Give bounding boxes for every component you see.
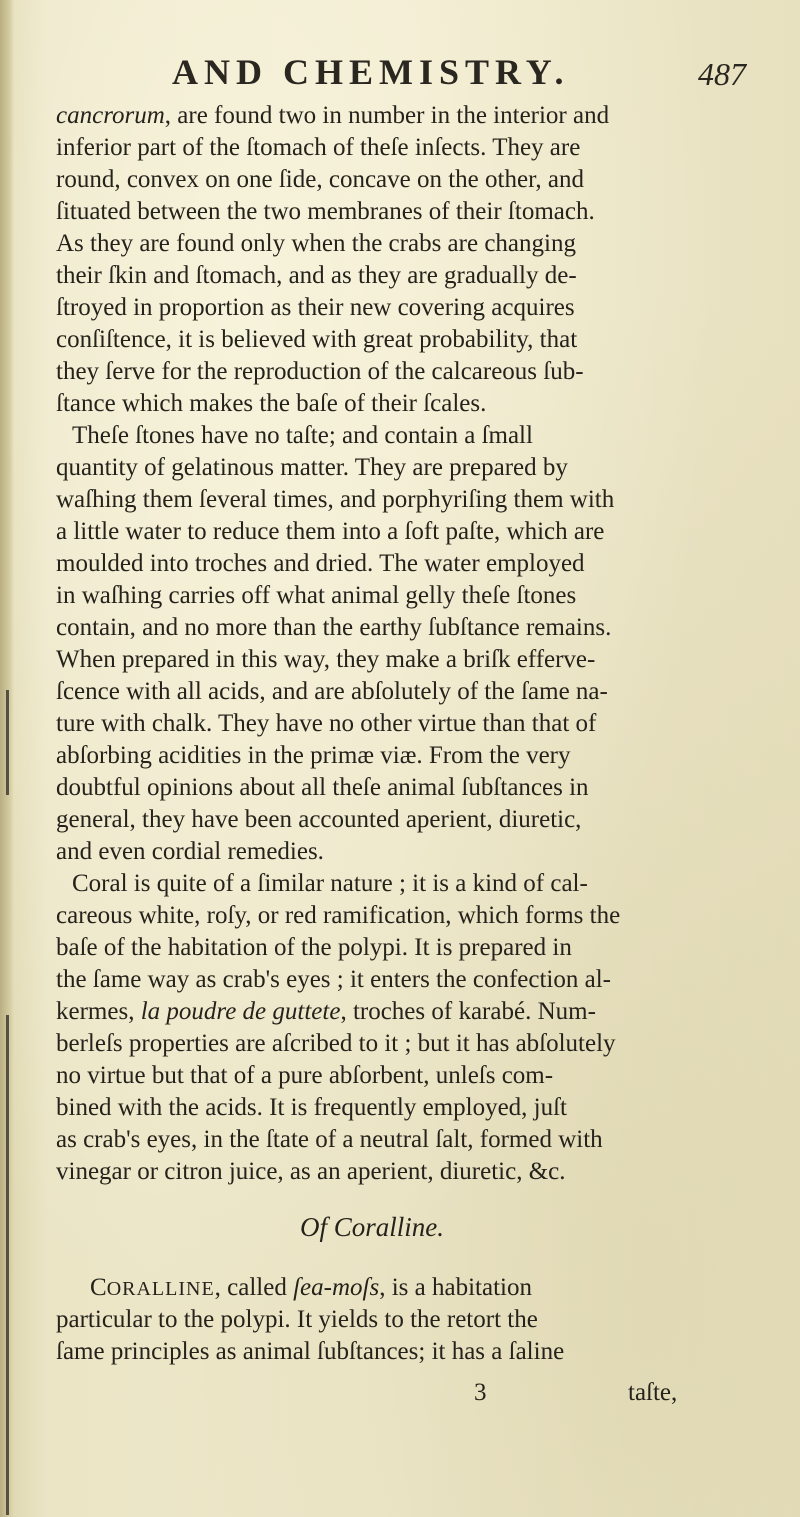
text-line: careous white, roſy, or red ramification, which forms the [56,902,621,929]
text-line: and even cordial remedies. [56,838,324,865]
text-line: no virtue but that of a pure abſorbent, unleſs com- [56,1062,554,1089]
text-line: waſhing them ſeveral times, and porphyriſing them with [56,486,615,513]
text-line: vinegar or citron juice, as an aperient, diuretic, &c. [56,1158,566,1185]
page-number: 487 [698,56,746,92]
text-line: they ſerve for the reproduction of the calcareous ſub- [56,358,584,385]
section-heading: Of Coralline. [300,1212,445,1242]
text-line: When prepared in this way, they make a briſk efferve- [56,646,596,673]
text-line: ſtance which makes the baſe of their ſcales. [56,390,487,417]
text-line: As they are found only when the crabs are changing [56,230,576,257]
text-line: abſorbing acidities in the primæ viæ. From the very [56,742,571,769]
text-line: CORALLINE, called ſea-moſs, is a habitation [90,1274,532,1301]
text-line: ſame principles as animal ſubſtances; it has a ſaline [56,1338,565,1365]
text-line: doubtful opinions about all theſe animal ſubſtances in [56,774,589,801]
text-line: round, convex on one ſide, concave on the other, and [56,166,584,193]
running-title: AND CHEMISTRY. [172,52,570,92]
text-line: Theſe ſtones have no taſte; and contain a ſmall [72,422,533,449]
text-line: inferior part of the ſtomach of theſe inſects. They are [56,134,581,161]
margin-rule-upper [6,690,9,795]
text-line: cancrorum, are found two in number in the interior and [56,102,610,129]
text-line: contain, and no more than the earthy ſubſtance remains. [56,614,612,641]
english-term: ſea-moſs [293,1274,380,1301]
signature-mark: 3 [474,1379,487,1406]
text-line: ſituated between the two membranes of their ſtomach. [56,198,595,225]
text-line: kermes, la poudre de guttete, troches of karabé. Num- [56,998,596,1025]
text-line: moulded into troches and dried. The water employed [56,550,585,577]
text-line: berleſs properties are aſcribed to it ; but it has abſolutely [56,1030,616,1057]
text-line: quantity of gelatinous matter. They are prepared by [56,454,568,481]
text-line: ſcence with all acids, and are abſolutely of the ſame na- [56,678,608,705]
text-line: ſtroyed in proportion as their new covering acquires [56,294,575,321]
text-line: particular to the polypi. It yields to the retort the [56,1306,538,1333]
text-line: conſiſtence, it is believed with great probability, that [56,326,578,353]
text-line: in waſhing carries off what animal gelly theſe ſtones [56,582,577,609]
text-line: general, they have been accounted aperient, diuretic, [56,806,582,833]
page-header [0,50,800,94]
text-line: ture with chalk. They have no other virtue than that of [56,710,597,737]
text-line: as crab's eyes, in the ſtate of a neutral ſalt, formed with [56,1126,603,1153]
margin-rule-lower [6,1015,9,1515]
text-line: baſe of the habitation of the polypi. It is prepared in [56,934,572,961]
text-line: their ſkin and ſtomach, and as they are gradually de- [56,262,577,289]
text-line: Coral is quite of a ſimilar nature ; it is a kind of cal- [72,870,588,897]
catchword: taſte, [628,1379,678,1406]
text-line: bined with the acids. It is frequently employed, juſt [56,1094,567,1121]
text-line: the ſame way as crab's eyes ; it enters the confection al- [56,966,611,993]
page-footer [0,1377,800,1411]
text-line: a little water to reduce them into a ſoft paſte, which are [56,518,605,545]
french-term: la poudre de guttete [140,998,341,1025]
latin-term: cancrorum [56,102,165,129]
